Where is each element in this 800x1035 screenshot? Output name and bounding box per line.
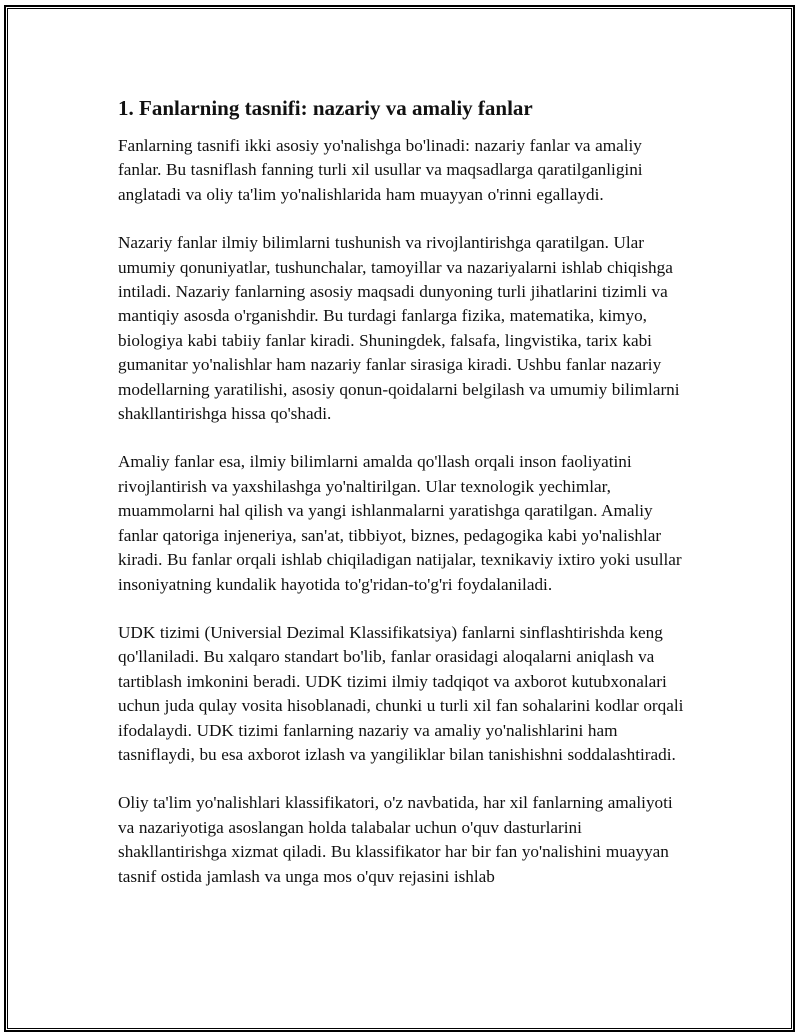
section-heading: 1. Fanlarning tasnifi: nazariy va amaliy fanlar [118, 96, 533, 120]
paragraph-udk-system: UDK tizimi (Universial Dezimal Klassifikatsiya) fanlarni sinflashtirishda keng qo'llaniladi. Bu xalqaro standart bo'lib, fanlar orasidagi aloqalarni aniqlash va tartiblash imkonini beradi. UDK tizimi ilmiy tadqiqot va axborot kutubxonalari uchun juda qulay vosita hisoblanadi, chunki u turli xil fan sohalarini kodlar orqali ifodalaydi. UDK tizimi fanlarning nazariy va amaliy yo'nalishlarini ham tasniflaydi, bu esa axborot izlash va yangiliklar bilan tanishishni soddalashtiradi. [118, 622, 684, 764]
paragraph-intro: Fanlarning tasnifi ikki asosiy yo'nalishga bo'linadi: nazariy fanlar va amaliy fanlar. Bu tasniflash fanning turli xil usullar va maqsadlarga qaratilganligini anglatadi va oliy ta'lim yo'nalishlarida ham muayyan o'rinni egallaydi. [118, 136, 643, 204]
paragraph-higher-education-classifier: Oliy ta'lim yo'nalishlari klassifikatori, o'z navbatida, har xil fanlarning amaliyoti va nazariyotiga asoslangan holda talabalar uchun o'quv dasturlarini shakllantirishga xizmat qiladi. Bu klassifikator har bir fan yo'nalishini muayyan tasnif ostida jamlash va unga mos o'quv rejasini ishlab [118, 793, 673, 886]
paragraph-applied-sciences: Amaliy fanlar esa, ilmiy bilimlarni amalda qo'llash orqali inson faoliyatini rivojlantirish va yaxshilashga yo'naltirilgan. Ular texnologik yechimlar, muammolarni hal qilish va yangi ishlanmalarni yaratishga qaratilgan. Amaliy fanlar qatoriga injeneriya, san'at, tibbiyot, biznes, pedagogika kabi yo'nalishlar kiradi. Bu fanlar orqali ishlab chiqiladigan natijalar, texnikaviy ixtiro yoki usullar insoniyatning kundalik hayotida to'g'ridan-to'g'ri foydalaniladi. [118, 452, 682, 594]
document-body [118, 94, 688, 913]
paragraph-theoretical-sciences: Nazariy fanlar ilmiy bilimlarni tushunish va rivojlantirishga qaratilgan. Ular umumiy qonuniyatlar, tushunchalar, tamoyillar va nazariyalarni ishlab chiqishga intiladi. Nazariy fanlarning asosiy maqsadi dunyoning turli jihatlarini tizimli va mantiqiy asosda o'rganishdir. Bu turdagi fanlarga fizika, matematika, kimyo, biologiya kabi tabiiy fanlar kiradi. Shuningdek, falsafa, lingvistika, tarix kabi gumanitar yo'nalishlar ham nazariy fanlar sirasiga kiradi. Ushbu fanlar nazariy modellarning yaratilishi, asosiy qonun-qoidalarni belgilash va umumiy bilimlarni shakllantirishga hissa qo'shadi. [118, 233, 680, 424]
